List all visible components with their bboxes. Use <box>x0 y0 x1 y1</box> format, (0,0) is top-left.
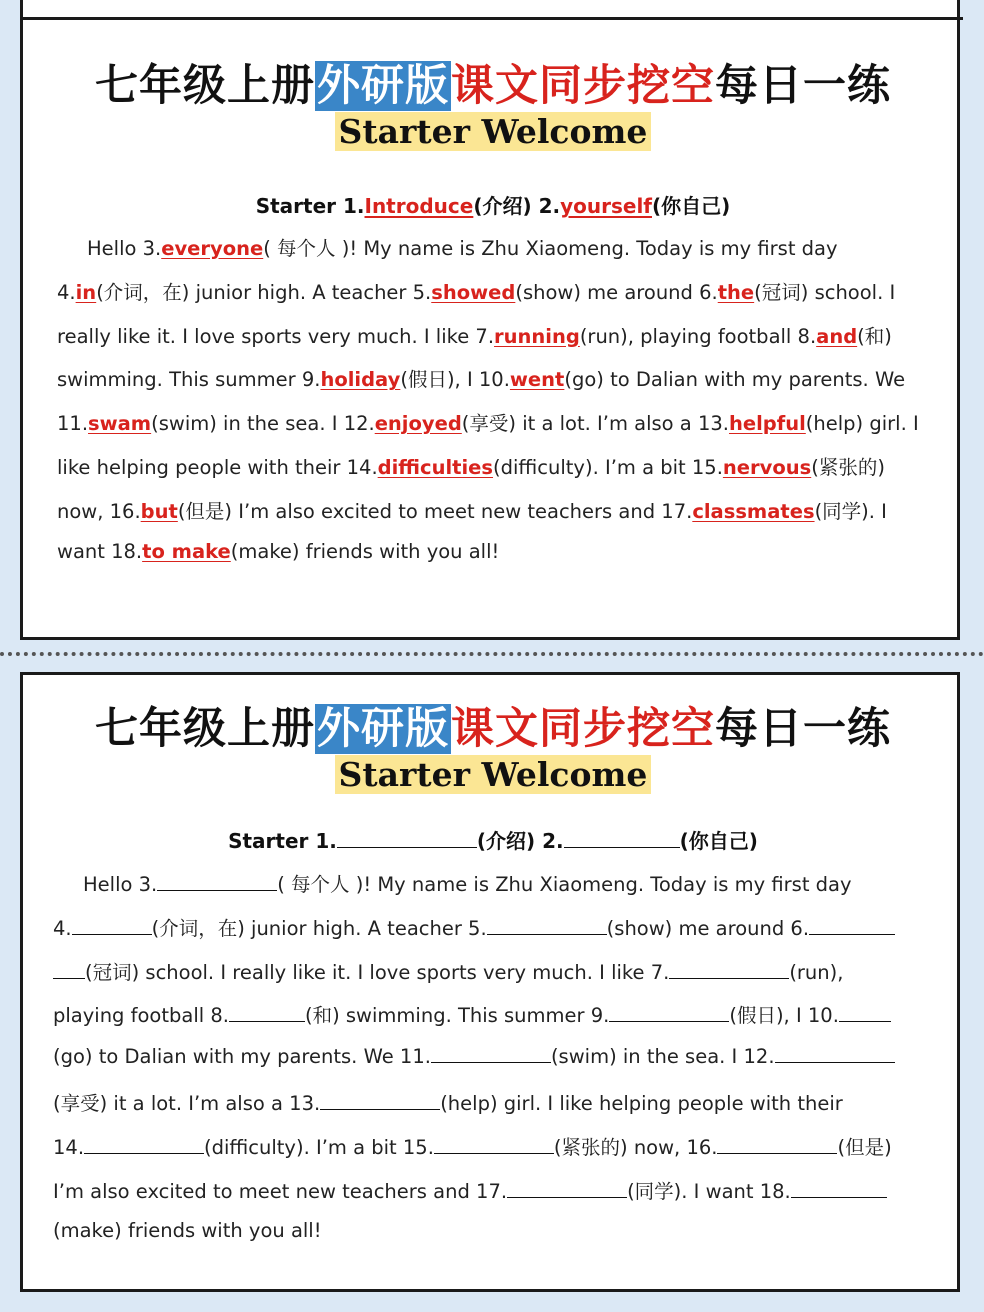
subtitle-text: Starter Welcome <box>335 755 652 794</box>
passage-text: (run), playing football 8. <box>579 324 817 348</box>
passage-text: (help) girl. I like helping people with their <box>440 1092 843 1115</box>
lesson-suffix: (你自己) <box>679 829 758 853</box>
subtitle <box>23 112 963 151</box>
passage-line <box>57 452 885 480</box>
passage-text: (介词，在) junior high. A teacher 5. <box>96 280 432 304</box>
fill-blank[interactable] <box>717 1135 837 1154</box>
passage-text: ( 每个人 )! My name is Zhu Xiaomeng. Today is my first day <box>263 237 838 260</box>
passage-line <box>53 1132 892 1160</box>
answer-2: yourself <box>560 194 652 218</box>
passage-line <box>57 496 887 524</box>
answer-word: showed <box>431 280 516 304</box>
passage-text: (假日), I 10. <box>400 368 510 392</box>
blank-1[interactable] <box>337 829 477 848</box>
passage-text: (swim) in the sea. I 12. <box>550 1045 775 1069</box>
passage-text: (go) to Dalian with my parents. We <box>564 368 906 392</box>
passage-line <box>53 1000 891 1028</box>
passage-line <box>87 233 838 261</box>
fill-blank[interactable] <box>84 1135 204 1154</box>
title-highlight: 外研版 <box>317 704 449 754</box>
title-part2: 每日一练 <box>715 704 891 754</box>
passage-text: I’m also excited to meet new teachers and 17. <box>53 1179 508 1203</box>
title-red: 课文同步挖空 <box>451 704 715 754</box>
passage-line <box>83 869 852 897</box>
answer-card <box>20 0 960 640</box>
passage-text: 4. <box>57 280 76 304</box>
passage-text: (swim) in the sea. I 12. <box>151 412 375 436</box>
lesson-prefix: Starter 1. <box>255 194 365 218</box>
passage-line <box>57 364 905 392</box>
answer-word: to make <box>142 539 231 563</box>
answer-word: but <box>140 499 178 523</box>
dotted-divider <box>0 652 984 660</box>
fill-blank[interactable] <box>839 1003 891 1022</box>
blank-2[interactable] <box>564 829 680 848</box>
fill-blank[interactable] <box>487 916 607 935</box>
passage-text: (同学). I <box>814 499 887 523</box>
fill-blank[interactable] <box>157 872 277 891</box>
answer-word: the <box>717 280 755 304</box>
fill-blank[interactable] <box>320 1091 440 1110</box>
passage-text: 14. <box>53 1135 85 1159</box>
passage-text: (difficulty). I’m a bit 15. <box>493 456 723 479</box>
fill-blank[interactable] <box>809 916 895 935</box>
passage-text: (show) me around 6. <box>515 280 718 304</box>
passage-line <box>57 540 499 563</box>
answer-word: went <box>509 368 565 392</box>
card-top-border <box>23 0 963 20</box>
answer-word: holiday <box>320 368 401 392</box>
title-part2: 每日一练 <box>715 61 891 111</box>
answer-word: swam <box>88 412 152 436</box>
passage-text: (紧张的) <box>811 456 885 479</box>
passage-text: like helping people with their 14. <box>57 456 378 479</box>
fill-blank[interactable] <box>507 1179 627 1198</box>
passage-text: (difficulty). I’m a bit 15. <box>204 1135 434 1159</box>
passage-text: ( 每个人 )! My name is Zhu Xiaomeng. Today is my first day <box>277 873 852 896</box>
passage-text: (show) me around 6. <box>606 916 810 940</box>
passage-line <box>53 957 843 985</box>
answer-word: in <box>75 280 97 304</box>
fill-blank[interactable] <box>791 1179 887 1198</box>
passage-text: (冠词) school. I really like it. I love sports very much. I like 7. <box>85 960 670 984</box>
passage-text: want 18. <box>57 539 143 563</box>
subtitle-text: Starter Welcome <box>335 112 652 151</box>
passage-text: (但是) <box>837 1135 892 1159</box>
answer-word: helpful <box>728 412 806 436</box>
passage-text: now, 16. <box>57 499 141 523</box>
passage-line <box>57 277 895 305</box>
lesson-mid: (介绍) 2. <box>473 194 561 218</box>
passage-line <box>53 1044 895 1068</box>
passage-text: 4. <box>53 916 72 940</box>
passage-text: swimming. This summer 9. <box>57 368 321 392</box>
passage-text: (make) friends with you all! <box>230 539 500 563</box>
passage-text: (run), <box>789 960 844 984</box>
passage-text: (紧张的) now, 16. <box>553 1135 718 1159</box>
exercise-card <box>20 672 960 1292</box>
fill-blank[interactable] <box>53 960 85 979</box>
passage-line <box>53 913 895 941</box>
lesson-heading <box>23 190 963 219</box>
fill-blank[interactable] <box>609 1003 729 1022</box>
passage-line <box>57 408 919 436</box>
answer-word: everyone <box>161 237 264 260</box>
page-title-2 <box>23 695 963 756</box>
title-part1: 七年级上册 <box>95 704 315 754</box>
passage-text: (享受) it a lot. I’m also a 13. <box>53 1092 321 1115</box>
page-title <box>23 52 963 113</box>
passage-text: really like it. I love sports very much. I like 7. <box>57 324 495 348</box>
title-highlight: 外研版 <box>317 61 449 111</box>
answer-word: and <box>816 324 858 348</box>
passage-text: Hello 3. <box>83 873 158 896</box>
answer-word: nervous <box>722 456 812 479</box>
fill-blank[interactable] <box>72 916 152 935</box>
passage-text: Hello 3. <box>87 237 162 260</box>
passage-line <box>53 1176 887 1204</box>
answer-word: classmates <box>692 499 815 523</box>
fill-blank[interactable] <box>669 960 789 979</box>
fill-blank[interactable] <box>229 1003 305 1022</box>
passage-text: 11. <box>57 412 89 436</box>
passage-text: (冠词) school. I <box>754 280 896 304</box>
fill-blank[interactable] <box>775 1044 895 1063</box>
lesson-suffix: (你自己) <box>652 194 731 218</box>
title-part1: 七年级上册 <box>95 61 315 111</box>
fill-blank[interactable] <box>434 1135 554 1154</box>
passage-text: (和) <box>857 324 892 348</box>
fill-blank[interactable] <box>431 1044 551 1063</box>
lesson-mid: (介绍) 2. <box>476 829 564 853</box>
passage-text: (make) friends with you all! <box>53 1219 322 1243</box>
passage-text: (享受) it a lot. I’m also a 13. <box>461 412 729 436</box>
subtitle-2 <box>23 755 963 794</box>
answer-word: difficulties <box>377 456 494 479</box>
passage-text: (同学). I want 18. <box>627 1179 791 1203</box>
passage-line <box>57 321 892 349</box>
title-red: 课文同步挖空 <box>451 61 715 111</box>
lesson-prefix: Starter 1. <box>228 829 337 853</box>
passage-text: (介词，在) junior high. A teacher 5. <box>151 916 487 940</box>
passage-text: (和) swimming. This summer 9. <box>304 1004 610 1028</box>
passage-line <box>53 1088 843 1116</box>
answer-word: enjoyed <box>374 412 462 436</box>
passage-text: (假日), I 10. <box>729 1004 839 1028</box>
passage-text: playing football 8. <box>53 1004 229 1028</box>
lesson-heading-2 <box>23 825 963 854</box>
passage-text: (但是) I’m also excited to meet new teachers and 17. <box>177 499 693 523</box>
answer-1: Introduce <box>364 194 474 218</box>
passage-line <box>53 1219 322 1242</box>
answer-word: running <box>494 324 580 348</box>
passage-text: (go) to Dalian with my parents. We 11. <box>53 1045 431 1069</box>
passage-text: (help) girl. I <box>805 412 919 436</box>
